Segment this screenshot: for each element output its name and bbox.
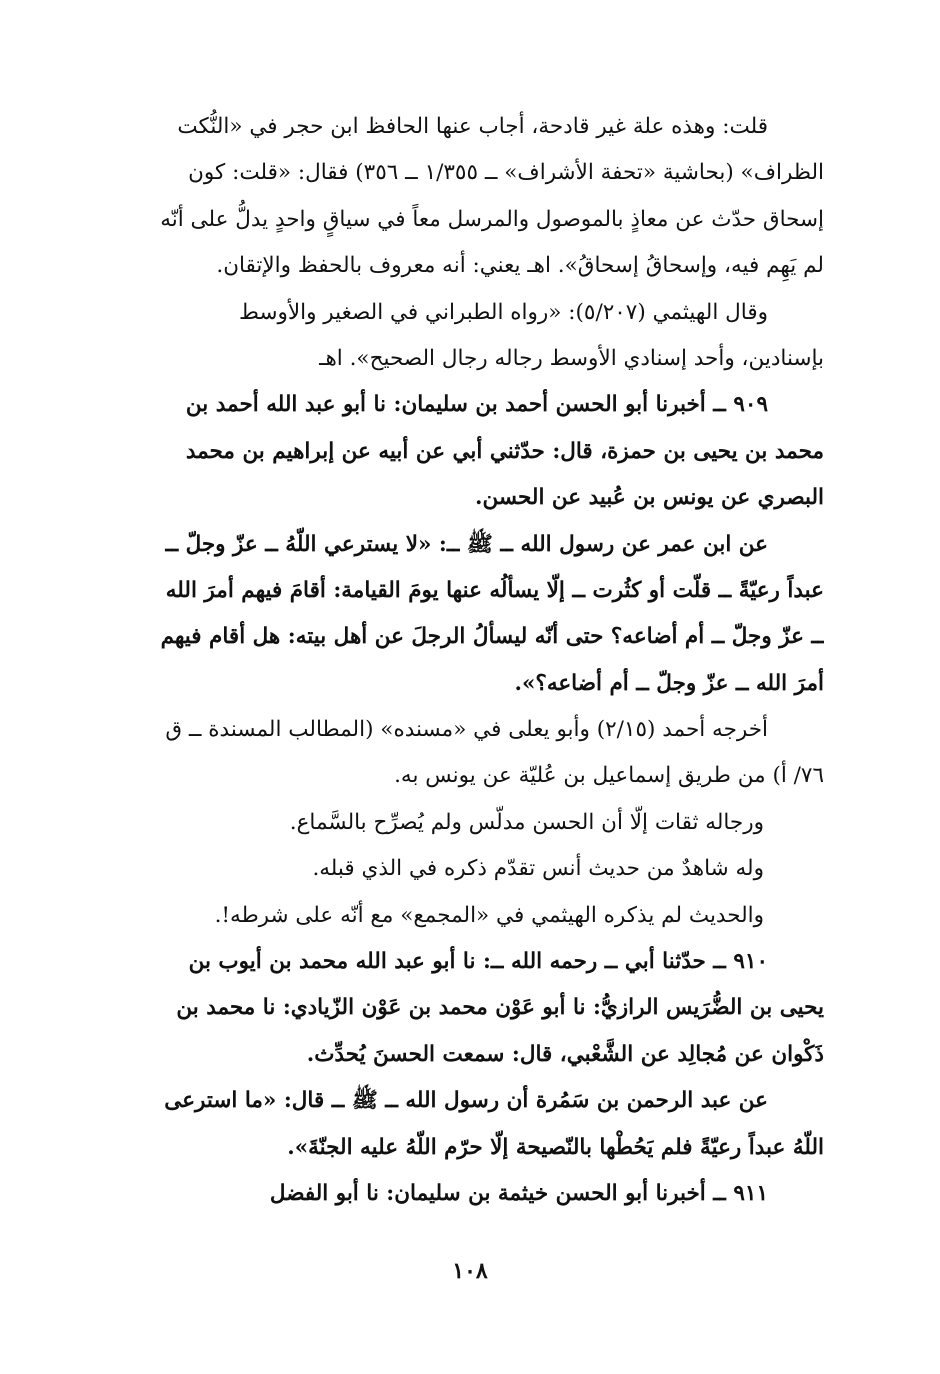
hadith-text-line: عن عبد الرحمن بن سَمُرة أن رسول الله ــ ﷺ ــ قال: «ما استرعى — [164, 1088, 768, 1114]
text-line: ورجاله ثقات إلّا أن الحسن مدلّس ولم يُصرِّح بالسَّماع. — [289, 809, 764, 835]
hadith-chain-line: البصري عن يونس بن عُبيد عن الحسن. — [474, 485, 824, 511]
main-text — [112, 104, 824, 1217]
text-line: الظراف» (بحاشية «تحفة الأشراف» ــ ١/٣٥٥ ــ ٣٥٦) فقال: «قلت: كون — [188, 160, 824, 186]
text-line: قلت: وهذه علة غير قادحة، أجاب عنها الحافظ ابن حجر في «النُّكت — [177, 114, 768, 139]
hadith-chain-line: ٩١١ ــ أخبرنا أبو الحسن خيثمة بن سليمان: نا أبو الفضل — [269, 1180, 768, 1206]
page-number: ١٠٨ — [452, 1258, 488, 1284]
hadith-chain-line: ذَكْوان عن مُجالِد عن الشَّعْبي، قال: سمعت الحسنَ يُحدِّث. — [306, 1041, 824, 1067]
hadith-text-line: اللّهُ عبداً رعيّةً فلم يَحُطْها بالنّصيحة إلّا حرّم اللّهُ عليه الجنّةَ». — [287, 1134, 824, 1160]
text-line: لم يَهِم فيه، وإسحاقُ إسحاقُ». اهـ يعني: أنه معروف بالحفظ والإتقان. — [216, 253, 824, 279]
text-line: والحديث لم يذكره الهيثمي في «المجمع» مع أنّه على شرطه!. — [214, 902, 764, 928]
text-line: ٧٦/ أ) من طريق إسماعيل بن عُليّة عن يونس به. — [394, 763, 824, 789]
hadith-chain-line: يحيى بن الضُّرَيس الرازيُّ: نا أبو عَوْن محمد بن عَوْن الزّيادي: نا محمد بن — [176, 995, 824, 1021]
text-line: بإسنادين، وأحد إسنادي الأوسط رجاله رجال الصحيح». اهـ — [319, 345, 824, 371]
hadith-text-line: عبداً رعيّةً ــ قلّت أو كثُرت ــ إلّا يسألُه عنها يومَ القيامة: أقامَ فيهم أمرَ الله — [165, 577, 824, 603]
text-line: أخرجه أحمد (٢/١٥) وأبو يعلى في «مسنده» (المطالب المسندة ــ ق — [165, 717, 768, 743]
text-line: وله شاهدٌ من حديث أنس تقدّم ذكره في الذي قبله. — [312, 856, 764, 882]
text-line: إسحاق حدّث عن معاذٍ بالموصول والمرسل معاً في سياقٍ واحدٍ يدلُّ على أنّه — [160, 206, 824, 232]
hadith-chain-line: ٩٠٩ ــ أخبرنا أبو الحسن أحمد بن سليمان: نا أبو عبد الله أحمد بن — [185, 392, 768, 418]
text-line: وقال الهيثمي (٥/٢٠٧): «رواه الطبراني في الصغير والأوسط — [239, 299, 768, 325]
hadith-text-line: أمرَ الله ــ عزّ وجلّ ــ أم أضاعه؟». — [514, 670, 824, 696]
hadith-chain-line: ٩١٠ ــ حدّثنا أبي ــ رحمه الله ــ: نا أبو عبد الله محمد بن أيوب بن — [188, 949, 768, 975]
hadith-chain-line: محمد بن يحيى بن حمزة، قال: حدّثني أبي عن أبيه عن إبراهيم بن محمد — [185, 438, 824, 464]
hadith-text-line: عن ابن عمر عن رسول الله ــ ﷺ ــ: «لا يسترعي اللّهُ ــ عزّ وجلّ ــ — [165, 531, 768, 557]
hadith-text-line: ــ عزّ وجلّ ــ أم أضاعه؟ حتى أنّه ليسألُ الرجلَ عن أهل بيته: هل أقام فيهم — [160, 624, 824, 650]
